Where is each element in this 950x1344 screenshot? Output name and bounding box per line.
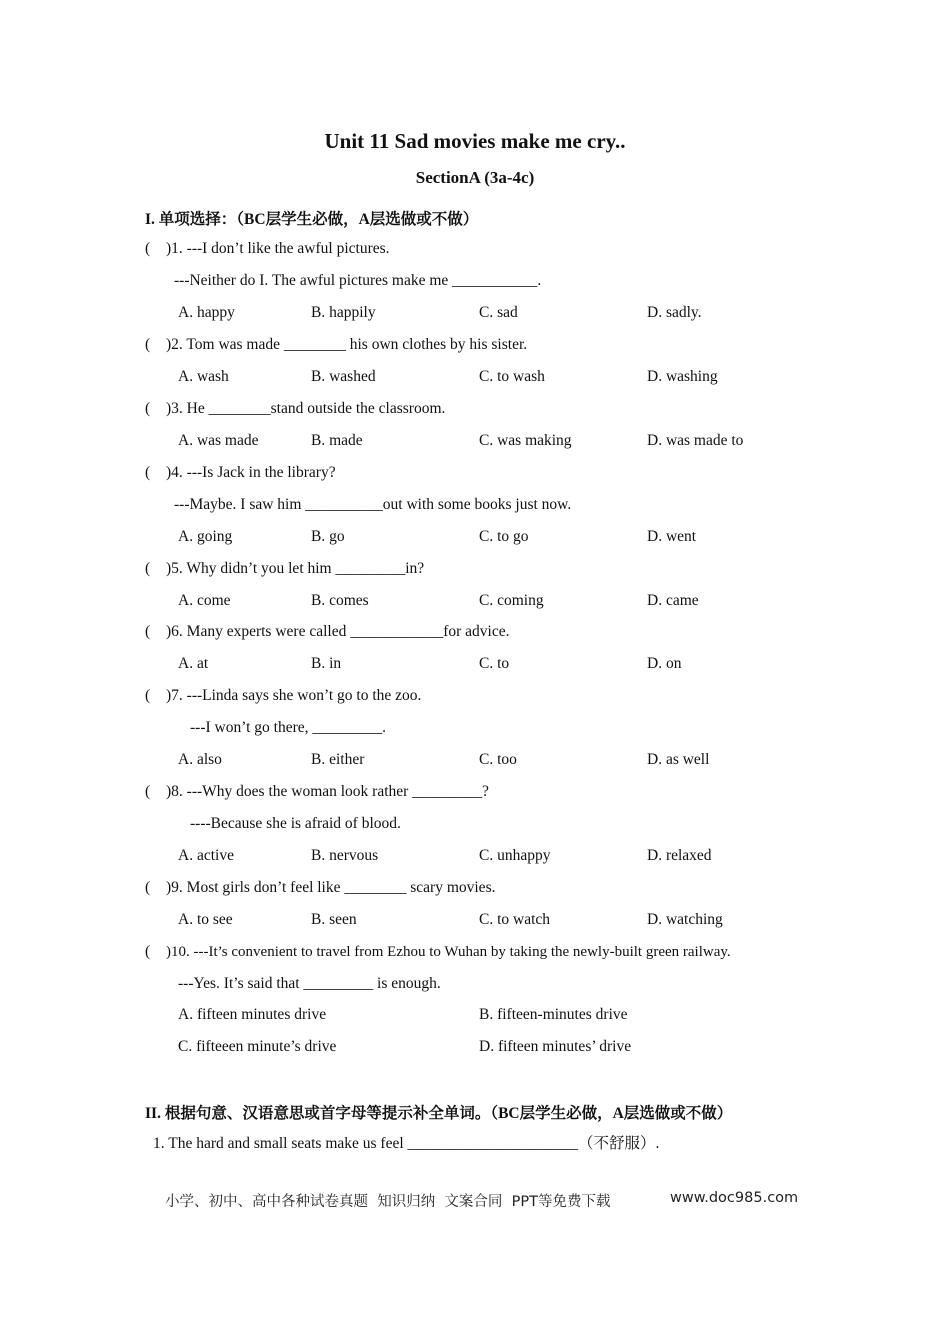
- option-c: C. fifteeen minute’s drive: [178, 1038, 337, 1055]
- footer-url: www.doc985.com: [670, 1190, 799, 1206]
- answer-paren: (: [145, 240, 151, 257]
- page-subtitle: SectionA (3a-4c): [415, 168, 535, 187]
- option-d: D. was made to: [647, 432, 744, 449]
- option-a: A. wash: [178, 368, 229, 385]
- option-a: A. to see: [178, 911, 233, 928]
- answer-paren: (: [145, 560, 151, 577]
- answer-paren: (: [145, 464, 151, 481]
- section-2-heading: II. 根据句意、汉语意思或首字母等提示补全单词。（BC层学生必做，A层选做或不做）: [145, 1105, 733, 1122]
- option-c: C. coming: [479, 592, 544, 609]
- question-follow: ---Maybe. I saw him __________out with some books just now.: [174, 496, 572, 513]
- option-a: A. come: [178, 592, 231, 609]
- option-b: B. seen: [311, 911, 357, 928]
- option-c: C. sad: [479, 304, 518, 321]
- question-stem: )5. Why didn’t you let him _________in?: [166, 560, 425, 577]
- option-a: A. going: [178, 528, 233, 545]
- option-d: D. on: [647, 655, 682, 672]
- option-d: D. watching: [647, 911, 723, 928]
- option-c: C. was making: [479, 432, 572, 449]
- question-stem: )3. He ________stand outside the classroom.: [166, 400, 446, 417]
- fill-in-item: 1. The hard and small seats make us feel ______________________（不舒服）.: [153, 1135, 660, 1152]
- question-stem: )6. Many experts were called ____________for advice.: [166, 623, 510, 640]
- option-c: C. to: [479, 655, 510, 672]
- question-stem: )10. ---It’s convenient to travel from Ezhou to Wuhan by taking the newly-built green railway.: [166, 944, 731, 960]
- question-follow: ---Neither do I. The awful pictures make me ___________.: [174, 272, 542, 289]
- page-title: Unit 11 Sad movies make me cry..: [324, 129, 626, 153]
- option-a: A. at: [178, 655, 209, 672]
- option-d: D. as well: [647, 751, 710, 768]
- answer-paren: (: [145, 400, 151, 417]
- option-b: B. happily: [311, 304, 376, 321]
- question-stem: )9. Most girls don’t feel like ________ scary movies.: [166, 879, 496, 896]
- option-a: A. fifteen minutes drive: [178, 1006, 327, 1023]
- option-c: C. to watch: [479, 911, 551, 928]
- question-follow: ---I won’t go there, _________.: [190, 719, 387, 736]
- option-b: B. washed: [311, 368, 376, 385]
- option-b: B. nervous: [311, 847, 379, 864]
- option-b: B. either: [311, 751, 365, 768]
- option-d: D. came: [647, 592, 699, 609]
- option-d: D. relaxed: [647, 847, 712, 864]
- option-a: A. happy: [178, 304, 235, 321]
- option-b: B. go: [311, 528, 345, 545]
- option-c: C. to wash: [479, 368, 545, 385]
- option-b: B. fifteen-minutes drive: [479, 1006, 628, 1023]
- answer-paren: (: [145, 943, 151, 960]
- question-follow: ----Because she is afraid of blood.: [190, 815, 401, 832]
- option-d: D. went: [647, 528, 697, 545]
- question-stem: )7. ---Linda says she won’t go to the zoo.: [166, 687, 422, 704]
- question-stem: )4. ---Is Jack in the library?: [166, 464, 336, 481]
- answer-paren: (: [145, 687, 151, 704]
- question-stem: )8. ---Why does the woman look rather _________?: [166, 783, 489, 800]
- answer-paren: (: [145, 783, 151, 800]
- question-stem: )2. Tom was made ________ his own clothes by his sister.: [166, 336, 528, 353]
- answer-paren: (: [145, 879, 151, 896]
- option-a: A. was made: [178, 432, 259, 449]
- answer-paren: (: [145, 336, 151, 353]
- answer-paren: (: [145, 623, 151, 640]
- option-c: C. to go: [479, 528, 529, 545]
- option-a: A. active: [178, 847, 234, 864]
- question-follow: ---Yes. It’s said that _________ is enough.: [178, 975, 441, 992]
- option-d: D. fifteen minutes’ drive: [479, 1038, 632, 1055]
- option-b: B. made: [311, 432, 363, 449]
- option-c: C. unhappy: [479, 847, 551, 864]
- footer-text: 小学、初中、高中各种试卷真题 知识归纳 文案合同 PPT等免费下载: [165, 1194, 611, 1210]
- question-stem: )1. ---I don’t like the awful pictures.: [166, 240, 390, 257]
- option-d: D. washing: [647, 368, 718, 385]
- option-c: C. too: [479, 751, 517, 768]
- option-a: A. also: [178, 751, 222, 768]
- section-1-heading: I. 单项选择：（BC层学生必做，A层选做或不做）: [145, 211, 479, 228]
- option-b: B. comes: [311, 592, 369, 609]
- option-d: D. sadly.: [647, 304, 702, 321]
- option-b: B. in: [311, 655, 342, 672]
